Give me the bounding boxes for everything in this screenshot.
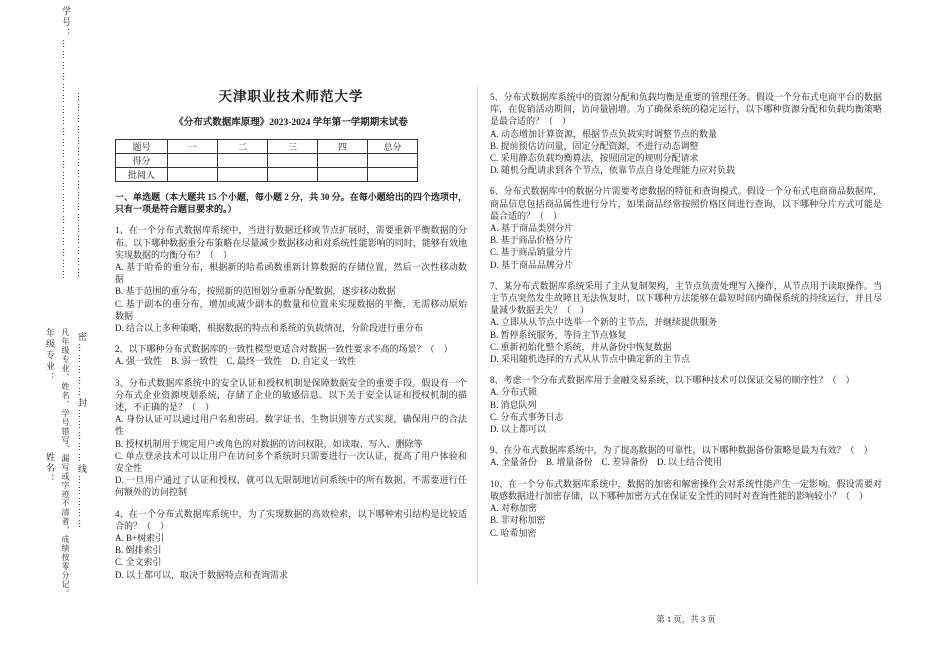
question-option: B. 非对称加密 xyxy=(490,515,546,526)
question-option: A. 强一致性 B. 弱一致性 C. 最终一致性 D. 自定义一致性 xyxy=(115,356,357,367)
question-option: C. 重新初始化整个系统，并从备份中恢复数据 xyxy=(490,341,672,352)
question-option: A. 分布式锁 xyxy=(490,387,537,398)
question-stem: 3、分布式数据库系统中的安全认证和授权机制是保障数据安全的重要手段。假设有一个分布式企业资源规划系统，存储了企业的敏感信息。以下关于安全认证和授权机制的描述，不正确的是？（ ） xyxy=(115,377,467,413)
question-stem: 10、在一个分布式数据库系统中，数据的加密和解密操作会对系统性能产生一定影响。假设需要对敏感数据进行加密存储，以下哪种加密方式在保证安全性的同时对查询性能的影响较小？（ ） xyxy=(490,478,882,501)
question-option: D. 以上都可以，取决于数据特点和查询需求 xyxy=(115,569,289,580)
name-label: 姓名： xyxy=(45,452,55,485)
seal-line-label: 密……………封……………线…………… xyxy=(77,332,87,530)
score-table-cell xyxy=(268,168,318,182)
question xyxy=(490,185,882,270)
score-table-cell xyxy=(218,154,268,168)
score-table-header-cell: 三 xyxy=(268,140,318,154)
score-table-header-row xyxy=(116,140,418,154)
question-stem: 8、考虑一个分布式数据库用于金融交易系统，以下哪种技术可以保证交易的顺序性？（ ） xyxy=(490,375,855,386)
score-table-row xyxy=(116,154,418,168)
score-table-header-cell: 二 xyxy=(218,140,268,154)
left-column xyxy=(115,85,467,581)
question-option: C. 单点登录技术可以让用户在访问多个系统时只需要进行一次认证，提高了用户体验和安全性 xyxy=(115,450,467,474)
question-option: B. 暂停系统服务，等待主节点修复 xyxy=(490,329,627,340)
question-stem: 7、某分布式数据库系统采用了主从复制架构，主节点负责处理写入操作，从节点用于读取操作。当主节点突然发生故障且无法恢复时，以下哪种方法能够在最短时间内确保系统的持续运行，并且尽量减少数据丢失？（ ） xyxy=(490,280,882,316)
question-option: C. 采用静态负载均衡算法，按照固定的规则分配请求 xyxy=(490,153,699,164)
university-title: 天津职业技术师范大学 xyxy=(218,89,364,104)
score-table-row xyxy=(116,168,418,182)
question-option: A. 全量备份 B. 增量备份 C. 差异备份 D. 以上结合使用 xyxy=(490,457,723,468)
question-option: B. 授权机制用于规定用户或角色的对数据的访问权限，如读取、写入、删除等 xyxy=(115,438,423,449)
question-option: A. 基于哈希的重分布，根据新的哈希函数重新计算数据的存储位置，然后一次性移动数据 xyxy=(115,262,467,285)
question-option: A. 基于商品类别分片 xyxy=(490,223,573,234)
question-option: D. 采用随机选择的方式从从节点中确定新的主节点 xyxy=(490,354,691,365)
question-option: C. 基于商品销量分片 xyxy=(490,247,573,258)
question-stem: 9、在分布式数据库系统中，为了提高数据的可靠性，以下哪种数据备份策略是最为有效？（ ） xyxy=(490,445,873,456)
question-option: C. 分布式事务日志 xyxy=(490,411,564,422)
question-option: B. 提前预估访问量，固定分配资源，不进行动态调整 xyxy=(490,140,699,151)
score-table-header-cell: 总分 xyxy=(368,140,418,154)
score-table-cell xyxy=(218,168,268,182)
question xyxy=(115,508,467,581)
question xyxy=(115,377,467,499)
score-table-cell xyxy=(318,168,368,182)
score-table-cell xyxy=(168,154,218,168)
question-option: B. 倒排索引 xyxy=(115,545,162,556)
question-option: C. 全文索引 xyxy=(115,557,162,568)
question xyxy=(490,374,882,435)
question xyxy=(490,280,882,365)
score-table-cell xyxy=(318,154,368,168)
question-stem: 1、在一个分布式数据库系统中，当进行数据迁移或节点扩展时，需要重新平衡数据的分布。以下哪种数据重分布策略在尽量减少数据移动和对系统性能影响的同时，能够有效地实现数据的均衡分布？（ ） xyxy=(115,225,467,260)
questions-left xyxy=(115,224,467,580)
column-divider xyxy=(477,85,478,585)
score-table-cell xyxy=(268,154,318,168)
question-option: D. 结合以上多种策略，根据数据的特点和系统的负载情况，分阶段进行重分布 xyxy=(115,323,424,334)
page-footer: 第 1 页，共 3 页 xyxy=(656,614,716,624)
question-option: B. 基于范围的重分布，按照新的范围划分重新分配数据，逐步移动数据 xyxy=(115,286,396,297)
score-table-cell xyxy=(168,168,218,182)
score-table-cell: 批阅人 xyxy=(116,168,168,182)
score-table-cell: 得分 xyxy=(116,154,168,168)
score-table xyxy=(115,139,418,182)
question-option: A. 立即从从节点中选举一个新的主节点，并继续提供服务 xyxy=(490,317,718,328)
question-option: A. 身份认证可以通过用户名和密码、数字证书、生物识别等方式实现，确保用户的合法性 xyxy=(115,414,467,437)
seal-dots-top: …………………………………………… xyxy=(76,92,86,279)
question-option: A. 动态增加计算资源，根据节点负载实时调整节点的数量 xyxy=(490,128,718,139)
question-option: D. 基于商品品牌分片 xyxy=(490,259,573,270)
question-option: D. 一旦用户通过了认证和授权，就可以无限制地访问系统中的所有数据，不需要进行任何额外的访问控制 xyxy=(115,475,467,498)
question-stem: 4、在一个分布式数据库系统中，为了实现数据的高效检索，以下哪种索引结构是比较适合的？（ ） xyxy=(115,508,467,531)
question-option: B. 消息队列 xyxy=(490,399,537,410)
question xyxy=(490,444,882,468)
score-table-header-cell: 四 xyxy=(318,140,368,154)
question-option: C. 哈希加密 xyxy=(490,527,537,538)
score-table-header-cell: 题号 xyxy=(116,140,168,154)
question-option: D. 随机分配请求到各个节点，依靠节点自身处理能力应对负载 xyxy=(490,165,736,176)
seal-warning: 凡年级专业、姓名、学号错写、漏写或字迹不清者，成绩按零分记。 xyxy=(61,328,70,598)
score-table-cell xyxy=(368,154,418,168)
question-option: A. 对称加密 xyxy=(490,503,537,514)
score-table-header-cell: 一 xyxy=(168,140,218,154)
grade-major-label: 年级专业： xyxy=(45,328,55,383)
question-option: D. 以上都可以 xyxy=(490,424,546,435)
question-stem: 5、分布式数据库系统中的资源分配和负载均衡是重要的管理任务。假设一个分布式电商平台的数据库，在促销活动期间，访问量剧增。为了确保系统的稳定运行，以下哪种资源分配和负载均衡策略是最合适的？（ ） xyxy=(490,92,882,127)
question xyxy=(490,478,882,539)
question-stem: 2、以下哪种分布式数据库的一致性模型更适合对数据一致性要求不高的场景？（ ） xyxy=(115,344,453,355)
right-column xyxy=(490,82,882,539)
exam-subtitle: 《分布式数据库原理》2023-2024 学年第一学期期末试卷 xyxy=(174,118,408,128)
questions-right xyxy=(490,91,882,539)
question xyxy=(490,91,882,176)
score-table-cell xyxy=(368,168,418,182)
question-option: A. B+树索引 xyxy=(115,533,165,544)
question xyxy=(115,343,467,367)
question xyxy=(115,224,467,334)
student-id-line: 学号：………………………………………………………… xyxy=(61,6,71,281)
question-option: C. 基于副本的重分布，增加或减少副本的数量和位置来实现数据的平衡，无需移动原始数据 xyxy=(115,298,467,321)
question-stem: 6、分布式数据库中的数据分片需要考虑数据的特征和查询模式。假设一个分布式电商商品数据库，商品信息包括商品属性进行分片，如果商品经常按照价格区间进行查询，以下哪种分片方式可能是最合适的？（ ） xyxy=(490,186,882,221)
question-option: B. 基于商品价格分片 xyxy=(490,235,573,246)
section-heading: 一、单选题（本大题共 15 个小题，每小题 2 分，共 30 分。在每小题给出的四个选项中，只有一项是符合题目要求的。） xyxy=(115,192,467,215)
